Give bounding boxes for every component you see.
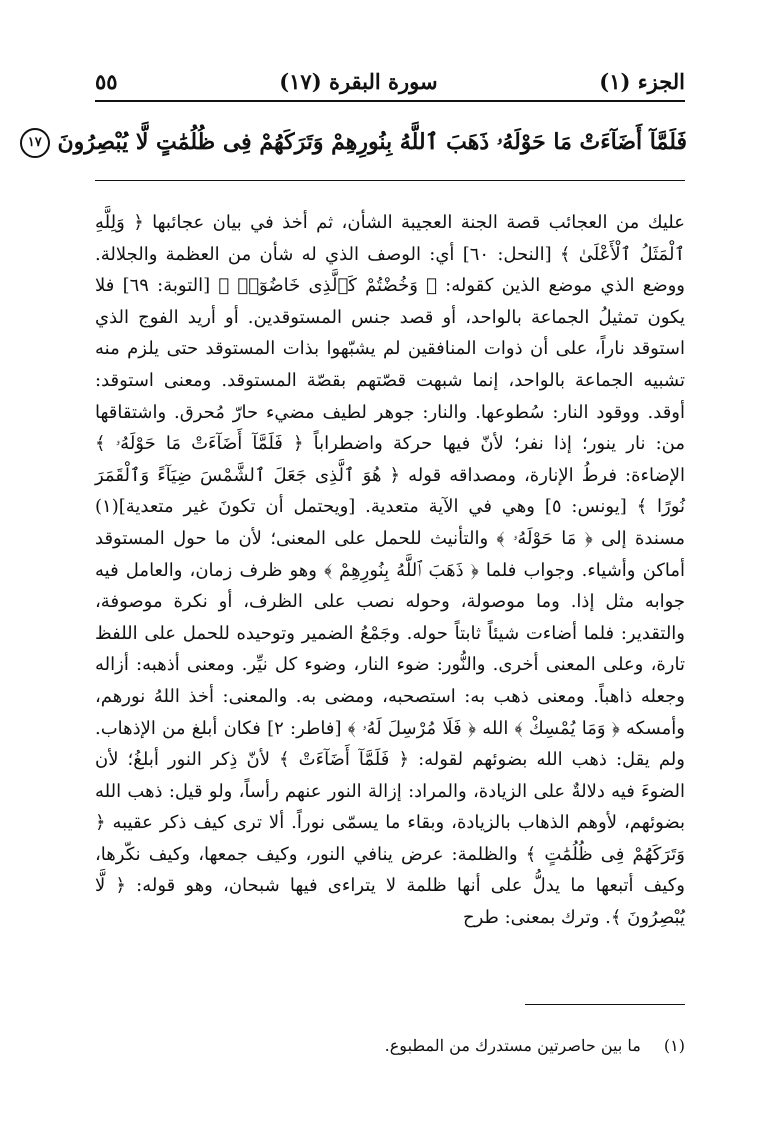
surah-title: سورة البقرة (١٧) (279, 68, 438, 94)
page-header (95, 64, 685, 98)
verse-text: فَلَمَّآ أَضَآءَتْ مَا حَوْلَهُۥ ذَهَبَ ٱللَّهُ بِنُورِهِمْ وَتَرَكَهُمْ فِى ظُلُمَٰتٍ لَّا يُبْصِرُونَ (57, 129, 687, 155)
footnote-number: (١) (663, 1036, 685, 1055)
part-label: الجزء (١) (599, 68, 685, 94)
footnote-divider (525, 1004, 685, 1005)
header-divider (95, 100, 685, 102)
page-number: ٥٥ (95, 68, 118, 94)
verse-divider (95, 180, 685, 181)
footnote (95, 1034, 685, 1058)
quran-verse (27, 120, 687, 170)
commentary-body (95, 207, 685, 934)
commentary-paragraph: عليك من العجائب قصة الجنة العجيبة الشأن، ثم أخذ في بيان عجائبها ﴿ وَلِلَّهِ ٱلْمَثَلُ ٱلْأَعْلَىٰ ﴾ [النحل: ٦٠] أي: الوصف الذي له شأن من العظمة والجلالة. ووضع الذي موضع الذين كقوله: ﴿ وَخُضْتُمْ كَٱلَّذِى خَاضُوٓا۟ ﴾ [التوبة: ٦٩] فلا يكون تمثيلُ الجماعة بالواحد، أو قصد جنس المستوقدين. أو أريد الفوج الذي استوقد ناراً، على أن ذوات المنافقين لم يشبّهوا بذات المستوقد حتى يلزم منه تشبيه الجماعة بالواحد، إنما شبهت قصّتهم بقصّة المستوقد. ومعنى استوقد: أوقد. ووقود النار: سُطوعها. والنار: جوهر لطيف مضيء حارّ مُحرق. واشتقاقها من: نار ينور؛ إذا نفر؛ لأنّ فيها حركة واضطراباً ﴿ فَلَمَّآ أَضَآءَتْ مَا حَوْلَهُۥ ﴾ الإضاءة: فرطُ الإنارة، ومصداقه قوله ﴿ هُوَ ٱلَّذِى جَعَلَ ٱلشَّمْسَ ضِيَآءً وَٱلْقَمَرَ نُورًا ﴾ [يونس: ٥] وهي في الآية متعدية. [ويحتمل أن تكونَ غير متعدية](١) مسندة إلى ﴿ مَا حَوْلَهُۥ ﴾ والتأنيث للحمل على المعنى؛ لأن ما حول المستوقد أماكن وأشياء. وجواب فلما ﴿ ذَهَبَ ٱللَّهُ بِنُورِهِمْ ﴾ وهو ظرف زمان، والعامل فيه جوابه مثل إذا. وما موصولة، وحوله نصب على الظرف، أو نكرة موصوفة، والتقدير: فلما أضاءت شيئاً ثابتاً حوله. وجَمْعُ الضمير وتوحيده للحمل على اللفظ تارة، وعلى المعنى أخرى. والنُّور: ضوء النار، وضوء كل نيِّر. ومعنى أذهبه: أزاله وجعله ذاهباً. ومعنى ذهب به: استصحبه، ومضى به. والمعنى: أخذ اللهُ نورهم، وأمسكه ﴿ وَمَا يُمْسِكْ ﴾ الله ﴿ فَلَا مُرْسِلَ لَهُۥ ﴾ [فاطر: ٢] فكان أبلغ من الإذهاب. ولم يقل: ذهب الله بضوئهم لقوله: ﴿ فَلَمَّآ أَضَآءَتْ ﴾ لأنّ ذِكر النور أبلغُ؛ لأن الضوءَ فيه دلالةٌ على الزيادة، والمراد: إزالة النور عنهم رأساً، ولو قيل: ذهب الله بضوئهم، لأوهم الذهاب بالزيادة، وبقاء ما يسمّى نوراً. ألا ترى كيف ذكر عقيبه ﴿ وَتَرَكَهُمْ فِى ظُلُمَٰتٍ ﴾ والظلمة: عرض ينافي النور، وكيف جمعها، وكيف نكّرها، وكيف أتبعها ما يدلُّ على أنها ظلمة لا يتراءى فيها شبحان، وهو قوله: ﴿ لَّا يُبْصِرُونَ ﴾. وترك بمعنى: طرح (95, 212, 686, 929)
ayah-number-marker: ١٧ (20, 128, 50, 158)
footnote-text: ما بين حاصرتين مستدرك من المطبوع. (384, 1036, 641, 1055)
